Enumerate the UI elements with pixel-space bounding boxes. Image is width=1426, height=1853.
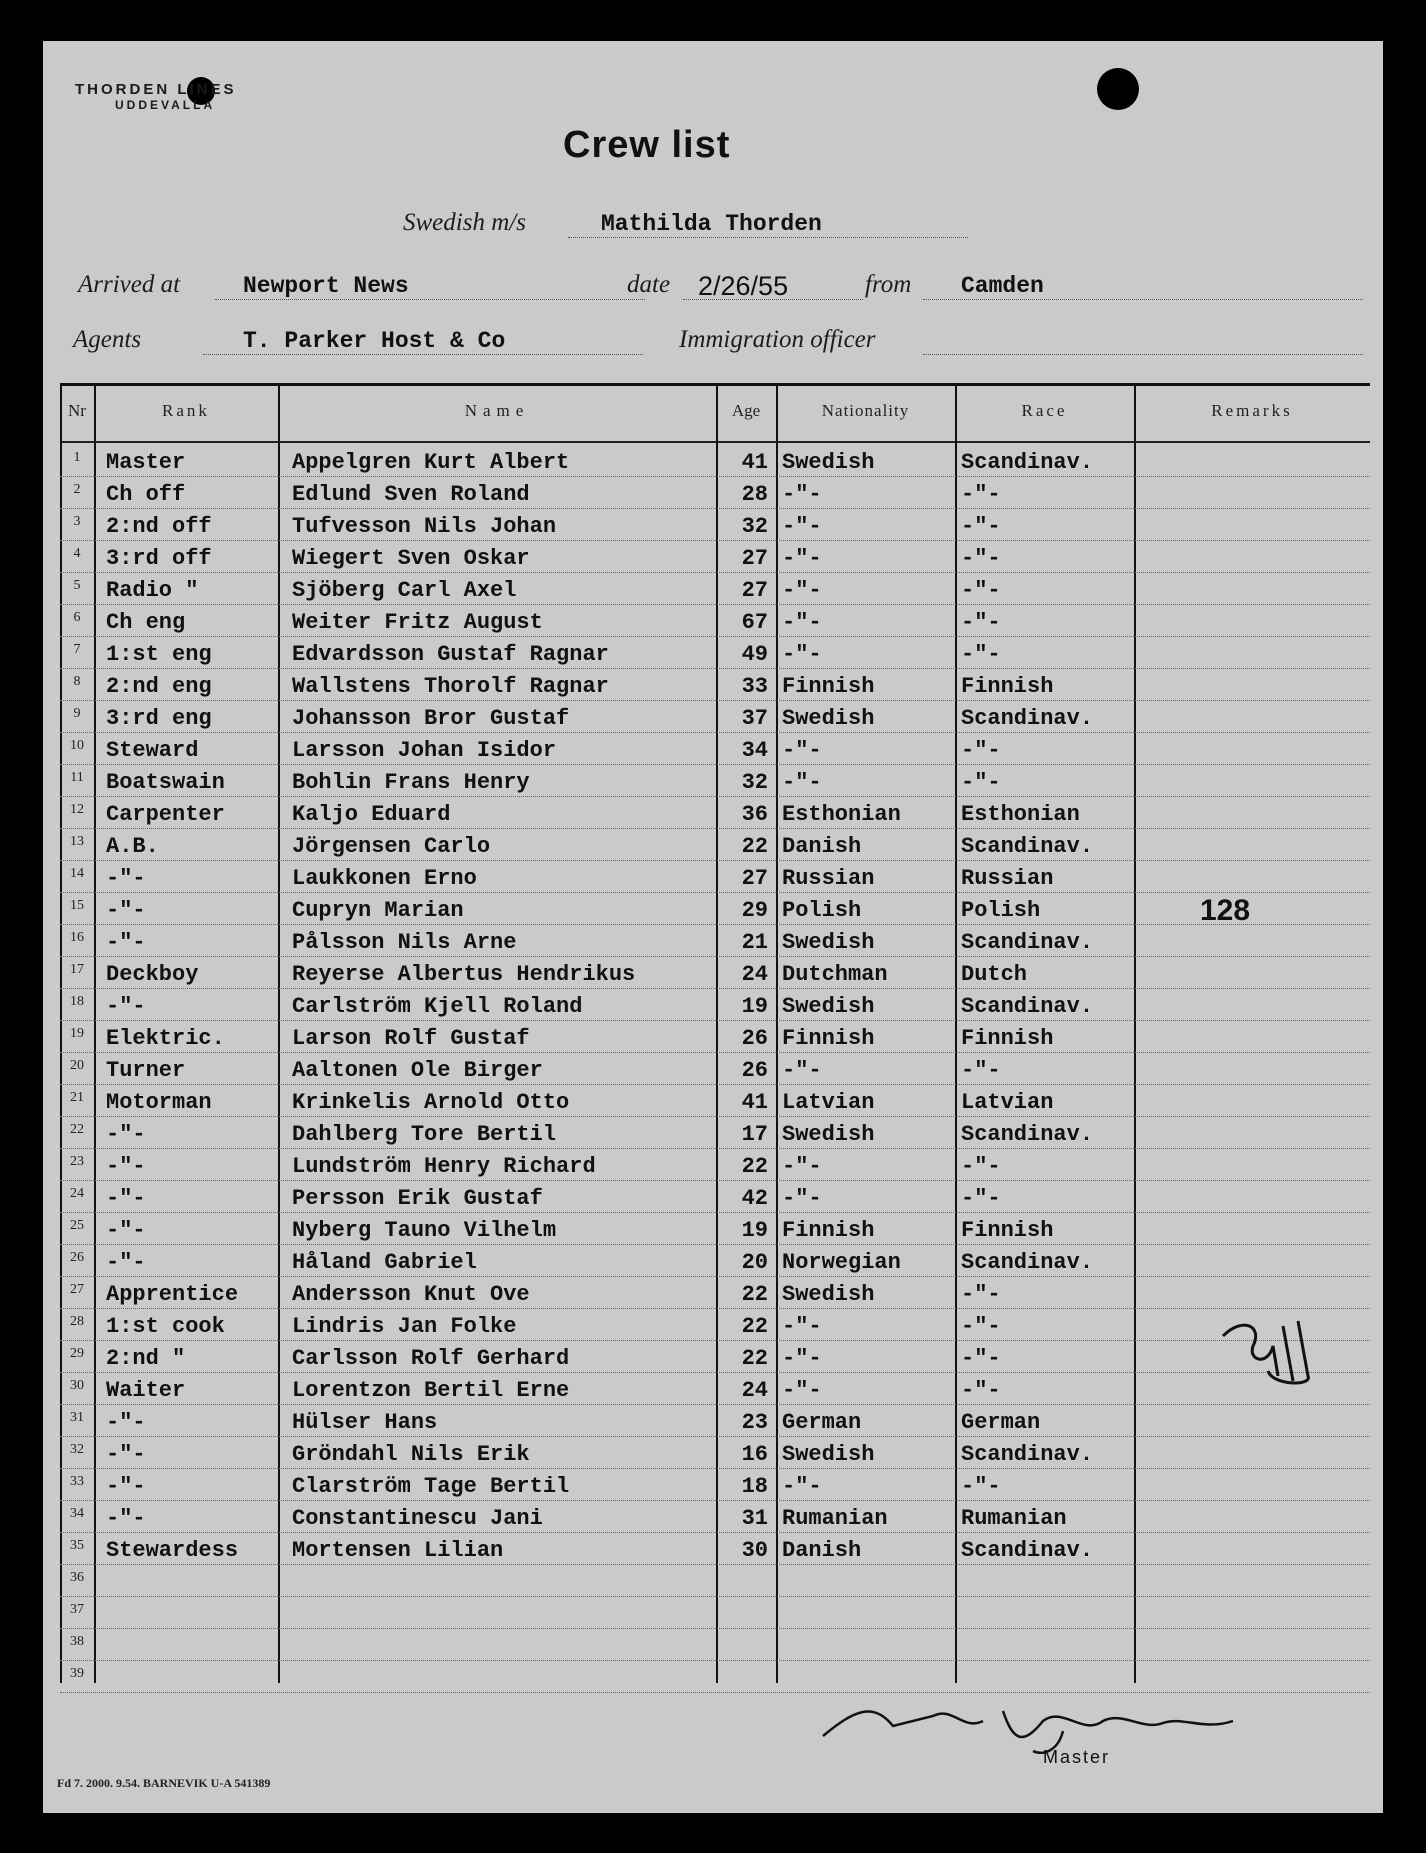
cell-race: -"- [961, 642, 1001, 667]
cell-rank: 1:st cook [106, 1314, 225, 1339]
cell-nationality: -"- [782, 578, 822, 603]
dotted-line [568, 237, 968, 238]
row-number: 19 [70, 1026, 84, 1041]
table-row [60, 893, 1370, 925]
cell-name: Hülser Hans [292, 1410, 438, 1435]
cell-rank: -"- [106, 1218, 146, 1243]
cell-name: Lundström Henry Richard [292, 1154, 596, 1179]
cell-rank: Carpenter [106, 802, 225, 827]
cell-name: Larson Rolf Gustaf [292, 1026, 530, 1051]
table-row [60, 573, 1370, 605]
cell-nationality: Swedish [782, 930, 875, 955]
cell-name: Aaltonen Ole Birger [292, 1058, 543, 1083]
cell-nationality: German [782, 1410, 862, 1435]
cell-nationality: Danish [782, 1538, 862, 1563]
row-number: 34 [70, 1506, 84, 1521]
cell-nationality: -"- [782, 546, 822, 571]
table-row [60, 1085, 1370, 1117]
table-row [60, 1661, 1370, 1693]
cell-rank: Apprentice [106, 1282, 239, 1307]
cell-name: Carlström Kjell Roland [292, 994, 583, 1019]
table-row [60, 861, 1370, 893]
row-number: 38 [70, 1634, 84, 1649]
cell-name: Lorentzon Bertil Erne [292, 1378, 570, 1403]
cell-name: Cupryn Marian [292, 898, 464, 923]
cell-name: Nyberg Tauno Vilhelm [292, 1218, 557, 1243]
cell-nationality: Swedish [782, 450, 875, 475]
master-signature [813, 1691, 1263, 1761]
cell-nationality: Latvian [782, 1090, 875, 1115]
cell-race: -"- [961, 610, 1001, 635]
row-number: 31 [70, 1410, 84, 1425]
row-number: 29 [70, 1346, 84, 1361]
table-row [60, 1373, 1370, 1405]
company-city: UDDEVALLA [115, 98, 216, 112]
cell-age: 23 [741, 1410, 768, 1435]
row-number: 6 [73, 610, 81, 625]
table-row [60, 1149, 1370, 1181]
row-number: 23 [70, 1154, 84, 1169]
table-row [60, 1277, 1370, 1309]
master-label: Master [1043, 1747, 1111, 1767]
row-number: 28 [70, 1314, 84, 1329]
cell-race: Finnish [961, 1026, 1054, 1051]
cell-age: 22 [741, 834, 768, 859]
cell-race: -"- [961, 1474, 1001, 1499]
cell-rank: Ch eng [106, 610, 186, 635]
cell-age: 30 [741, 1538, 768, 1563]
table-row [60, 1117, 1370, 1149]
cell-race: Latvian [961, 1090, 1054, 1115]
table-row [60, 509, 1370, 541]
cell-race: Scandinav. [961, 1538, 1094, 1563]
cell-age: 27 [741, 866, 768, 891]
row-number: 7 [73, 642, 81, 657]
table-top-rule [60, 383, 1370, 386]
table-row [60, 701, 1370, 733]
cell-name: Andersson Knut Ove [292, 1282, 530, 1307]
cell-name: Wallstens Thorolf Ragnar [292, 674, 609, 699]
table-row [60, 1245, 1370, 1277]
row-number: 39 [70, 1666, 84, 1681]
cell-race: -"- [961, 1058, 1001, 1083]
cell-name: Dahlberg Tore Bertil [292, 1122, 557, 1147]
table-row [60, 1469, 1370, 1501]
cell-race: Finnish [961, 1218, 1054, 1243]
table-row [60, 669, 1370, 701]
cell-rank: -"- [106, 1442, 146, 1467]
cell-rank: -"- [106, 1122, 146, 1147]
table-row [60, 1437, 1370, 1469]
table-row [60, 1021, 1370, 1053]
cell-age: 32 [741, 770, 768, 795]
cell-rank: -"- [106, 994, 146, 1019]
cell-age: 32 [741, 514, 768, 539]
cell-age: 19 [741, 1218, 768, 1243]
cell-rank: -"- [106, 1154, 146, 1179]
cell-nationality: -"- [782, 738, 822, 763]
cell-race: Rumanian [961, 1506, 1067, 1531]
table-row [60, 1309, 1370, 1341]
cell-race: Dutch [961, 962, 1028, 987]
cell-age: 31 [741, 1506, 768, 1531]
cell-name: Jörgensen Carlo [292, 834, 491, 859]
cell-race: -"- [961, 578, 1001, 603]
cell-rank: -"- [106, 1474, 146, 1499]
cell-rank: Deckboy [106, 962, 199, 987]
row-number: 36 [70, 1570, 84, 1585]
cell-age: 49 [741, 642, 768, 667]
cell-rank: -"- [106, 898, 146, 923]
table-row [60, 765, 1370, 797]
cell-race: -"- [961, 1346, 1001, 1371]
cell-nationality: -"- [782, 770, 822, 795]
row-number: 9 [73, 706, 81, 721]
cell-rank: Steward [106, 738, 199, 763]
row-number: 26 [70, 1250, 84, 1265]
cell-race: Scandinav. [961, 834, 1094, 859]
cell-rank: -"- [106, 1506, 146, 1531]
cell-race: -"- [961, 1154, 1001, 1179]
header-nationality: Nationality [821, 401, 910, 420]
cell-age: 16 [741, 1442, 768, 1467]
cell-name: Kaljo Eduard [292, 802, 451, 827]
table-row [60, 797, 1370, 829]
cell-race: Scandinav. [961, 930, 1094, 955]
cell-nationality: Swedish [782, 1122, 875, 1147]
table-row [60, 1629, 1370, 1661]
cell-name: Larsson Johan Isidor [292, 738, 557, 763]
row-number: 15 [70, 898, 84, 913]
cell-nationality: -"- [782, 1186, 822, 1211]
cell-name: Bohlin Frans Henry [292, 770, 530, 795]
cell-name: Krinkelis Arnold Otto [292, 1090, 570, 1115]
cell-age: 41 [741, 1090, 768, 1115]
cell-name: Constantinescu Jani [292, 1506, 543, 1531]
table-row [60, 477, 1370, 509]
cell-age: 67 [741, 610, 768, 635]
immigration-label: Immigration officer [679, 326, 876, 353]
row-number: 13 [70, 834, 84, 849]
table-row [60, 1533, 1370, 1565]
row-number: 24 [70, 1186, 84, 1201]
agents-label: Agents [73, 326, 142, 353]
cell-age: 42 [741, 1186, 768, 1211]
cell-age: 24 [741, 962, 768, 987]
row-number: 27 [70, 1282, 84, 1297]
cell-rank: Radio " [106, 578, 199, 603]
cell-rank: Elektric. [106, 1026, 225, 1051]
table-row [60, 989, 1370, 1021]
table-row [60, 1597, 1370, 1629]
header-rank: Rank [162, 401, 210, 420]
cell-age: 37 [741, 706, 768, 731]
cell-age: 22 [741, 1282, 768, 1307]
cell-race: -"- [961, 770, 1001, 795]
arrived-port: Newport News [243, 273, 409, 299]
table-row [60, 957, 1370, 989]
cell-rank: -"- [106, 1250, 146, 1275]
row-number: 8 [73, 674, 81, 689]
punch-hole [1097, 68, 1139, 110]
cell-nationality: Danish [782, 834, 862, 859]
table-header-rule [60, 441, 1370, 443]
cell-name: Gröndahl Nils Erik [292, 1442, 530, 1467]
cell-name: Johansson Bror Gustaf [292, 706, 570, 731]
dotted-line [923, 354, 1363, 355]
cell-race: Scandinav. [961, 994, 1094, 1019]
row-number: 17 [70, 962, 84, 977]
crew-table [60, 383, 1370, 1683]
dotted-line [923, 299, 1363, 300]
company-letterhead [75, 81, 237, 112]
table-row [60, 541, 1370, 573]
cell-rank: 2:nd " [106, 1346, 186, 1371]
cell-name: Carlsson Rolf Gerhard [292, 1346, 570, 1371]
row-number: 10 [70, 738, 84, 753]
date-label: date [627, 271, 671, 298]
cell-name: Wiegert Sven Oskar [292, 546, 530, 571]
cell-race: Scandinav. [961, 1250, 1094, 1275]
cell-age: 28 [741, 482, 768, 507]
agents-name: T. Parker Host & Co [243, 328, 506, 354]
cell-age: 27 [741, 546, 768, 571]
cell-age: 27 [741, 578, 768, 603]
row-number: 22 [70, 1122, 84, 1137]
cell-nationality: -"- [782, 610, 822, 635]
header-nr: Nr [68, 401, 86, 420]
cell-nationality: Swedish [782, 994, 875, 1019]
row-number: 32 [70, 1442, 84, 1457]
cell-rank: 2:nd off [106, 514, 212, 539]
cell-rank: Turner [106, 1058, 186, 1083]
cell-race: Scandinav. [961, 1442, 1094, 1467]
cell-nationality: Finnish [782, 1218, 875, 1243]
cell-age: 41 [741, 450, 768, 475]
cell-rank: Master [106, 450, 186, 475]
row-number: 2 [73, 482, 81, 497]
handwritten-initials [1213, 1306, 1323, 1396]
cell-race: Polish [961, 898, 1041, 923]
cell-nationality: -"- [782, 482, 822, 507]
arrived-label: Arrived at [78, 271, 181, 298]
cell-nationality: -"- [782, 642, 822, 667]
from-label: from [865, 271, 912, 298]
cell-race: Scandinav. [961, 450, 1094, 475]
cell-nationality: Finnish [782, 674, 875, 699]
cell-rank: -"- [106, 930, 146, 955]
table-row [60, 1501, 1370, 1533]
cell-age: 21 [741, 930, 768, 955]
cell-nationality: -"- [782, 514, 822, 539]
table-row [60, 605, 1370, 637]
cell-age: 18 [741, 1474, 768, 1499]
form-footer: Fd 7. 2000. 9.54. BARNEVIK U-A 541389 [57, 1776, 271, 1790]
table-row [60, 1213, 1370, 1245]
cell-age: 22 [741, 1346, 768, 1371]
cell-nationality: Dutchman [782, 962, 888, 987]
cell-age: 22 [741, 1314, 768, 1339]
cell-name: Reyerse Albertus Hendrikus [292, 962, 636, 987]
cell-name: Persson Erik Gustaf [292, 1186, 543, 1211]
row-number: 20 [70, 1058, 84, 1073]
cell-rank: -"- [106, 866, 146, 891]
cell-name: Sjöberg Carl Axel [292, 578, 517, 603]
row-number: 5 [73, 578, 81, 593]
cell-age: 26 [741, 1026, 768, 1051]
cell-nationality: Polish [782, 898, 862, 923]
cell-nationality: -"- [782, 1058, 822, 1083]
cell-race: -"- [961, 738, 1001, 763]
cell-name: Lindris Jan Folke [292, 1314, 517, 1339]
cell-nationality: -"- [782, 1378, 822, 1403]
cell-name: Edvardsson Gustaf Ragnar [292, 642, 609, 667]
cell-age: 26 [741, 1058, 768, 1083]
header-age: Age [731, 401, 761, 420]
cell-name: Weiter Fritz August [292, 610, 543, 635]
cell-age: 29 [741, 898, 768, 923]
cell-age: 33 [741, 674, 768, 699]
row-number: 11 [70, 770, 84, 785]
cell-race: -"- [961, 1314, 1001, 1339]
table-row [60, 1053, 1370, 1085]
table-row [60, 637, 1370, 669]
table-row [60, 1565, 1370, 1597]
row-number: 12 [70, 802, 84, 817]
dotted-line [215, 299, 645, 300]
cell-age: 36 [741, 802, 768, 827]
cell-age: 19 [741, 994, 768, 1019]
cell-name: Mortensen Lilian [292, 1538, 504, 1563]
cell-rank: -"- [106, 1410, 146, 1435]
row-number: 37 [70, 1602, 84, 1617]
cell-rank: 3:rd eng [106, 706, 212, 731]
row-number: 30 [70, 1378, 84, 1393]
row-number: 33 [70, 1474, 84, 1489]
row-number: 35 [70, 1538, 84, 1553]
crew-list-document [43, 41, 1383, 1813]
cell-name: Pålsson Nils Arne [292, 930, 517, 955]
cell-rank: Boatswain [106, 770, 225, 795]
cell-nationality: -"- [782, 1346, 822, 1371]
table-row [60, 829, 1370, 861]
cell-rank: A.B. [106, 834, 159, 859]
cell-name: Tufvesson Nils Johan [292, 514, 557, 539]
header-name: Name [464, 401, 530, 420]
cell-rank: Ch off [106, 482, 186, 507]
cell-nationality: Norwegian [782, 1250, 901, 1275]
cell-name: Laukkonen Erno [292, 866, 477, 891]
ship-name: Mathilda Thorden [601, 211, 822, 237]
table-row [60, 1341, 1370, 1373]
from-port: Camden [961, 273, 1044, 299]
arrival-date: 2/26/55 [698, 271, 789, 301]
cell-race: -"- [961, 514, 1001, 539]
ship-label: Swedish m/s [403, 209, 526, 236]
cell-nationality: -"- [782, 1314, 822, 1339]
cell-race: -"- [961, 482, 1001, 507]
cell-rank: 1:st eng [106, 642, 212, 667]
row-number: 3 [73, 514, 81, 529]
table-row [60, 1181, 1370, 1213]
header-race: Race [1021, 401, 1068, 420]
table-row [60, 925, 1370, 957]
cell-age: 24 [741, 1378, 768, 1403]
header-remarks: Remarks [1211, 401, 1293, 420]
row-number: 1 [73, 450, 81, 465]
row-number: 21 [70, 1090, 84, 1105]
row-number: 18 [70, 994, 84, 1009]
cell-race: -"- [961, 1282, 1001, 1307]
dotted-line [203, 354, 643, 355]
document-title: Crew list [563, 124, 731, 166]
cell-nationality: Swedish [782, 1282, 875, 1307]
row-number: 14 [70, 866, 84, 881]
cell-name: Clarström Tage Bertil [292, 1474, 570, 1499]
cell-nationality: -"- [782, 1474, 822, 1499]
cell-name: Appelgren Kurt Albert [292, 450, 570, 475]
cell-race: Finnish [961, 674, 1054, 699]
cell-name: Håland Gabriel [292, 1250, 477, 1275]
cell-rank: Waiter [106, 1378, 186, 1403]
cell-age: 34 [741, 738, 768, 763]
cell-nationality: Finnish [782, 1026, 875, 1051]
table-row [60, 1405, 1370, 1437]
table-row [60, 445, 1370, 477]
row-number: 25 [70, 1218, 84, 1233]
cell-nationality: Esthonian [782, 802, 901, 827]
cell-nationality: Swedish [782, 706, 875, 731]
remarks-note: 128 [1200, 894, 1251, 927]
cell-rank: Motorman [106, 1090, 212, 1115]
row-number: 16 [70, 930, 84, 945]
cell-race: Scandinav. [961, 1122, 1094, 1147]
cell-rank: -"- [106, 1186, 146, 1211]
company-name: THORDEN LINES [75, 81, 237, 98]
table-row [60, 733, 1370, 765]
cell-age: 20 [741, 1250, 768, 1275]
cell-nationality: Rumanian [782, 1506, 888, 1531]
cell-nationality: Russian [782, 866, 875, 891]
cell-name: Edlund Sven Roland [292, 482, 530, 507]
cell-nationality: Swedish [782, 1442, 875, 1467]
cell-rank: Stewardess [106, 1538, 239, 1563]
cell-rank: 2:nd eng [106, 674, 212, 699]
cell-age: 17 [741, 1122, 768, 1147]
cell-rank: 3:rd off [106, 546, 212, 571]
cell-nationality: -"- [782, 1154, 822, 1179]
cell-race: German [961, 1410, 1041, 1435]
cell-race: Scandinav. [961, 706, 1094, 731]
cell-race: -"- [961, 1378, 1001, 1403]
cell-race: -"- [961, 1186, 1001, 1211]
row-number: 4 [73, 546, 81, 561]
cell-age: 22 [741, 1154, 768, 1179]
cell-race: Russian [961, 866, 1054, 891]
cell-race: Esthonian [961, 802, 1080, 827]
cell-race: -"- [961, 546, 1001, 571]
